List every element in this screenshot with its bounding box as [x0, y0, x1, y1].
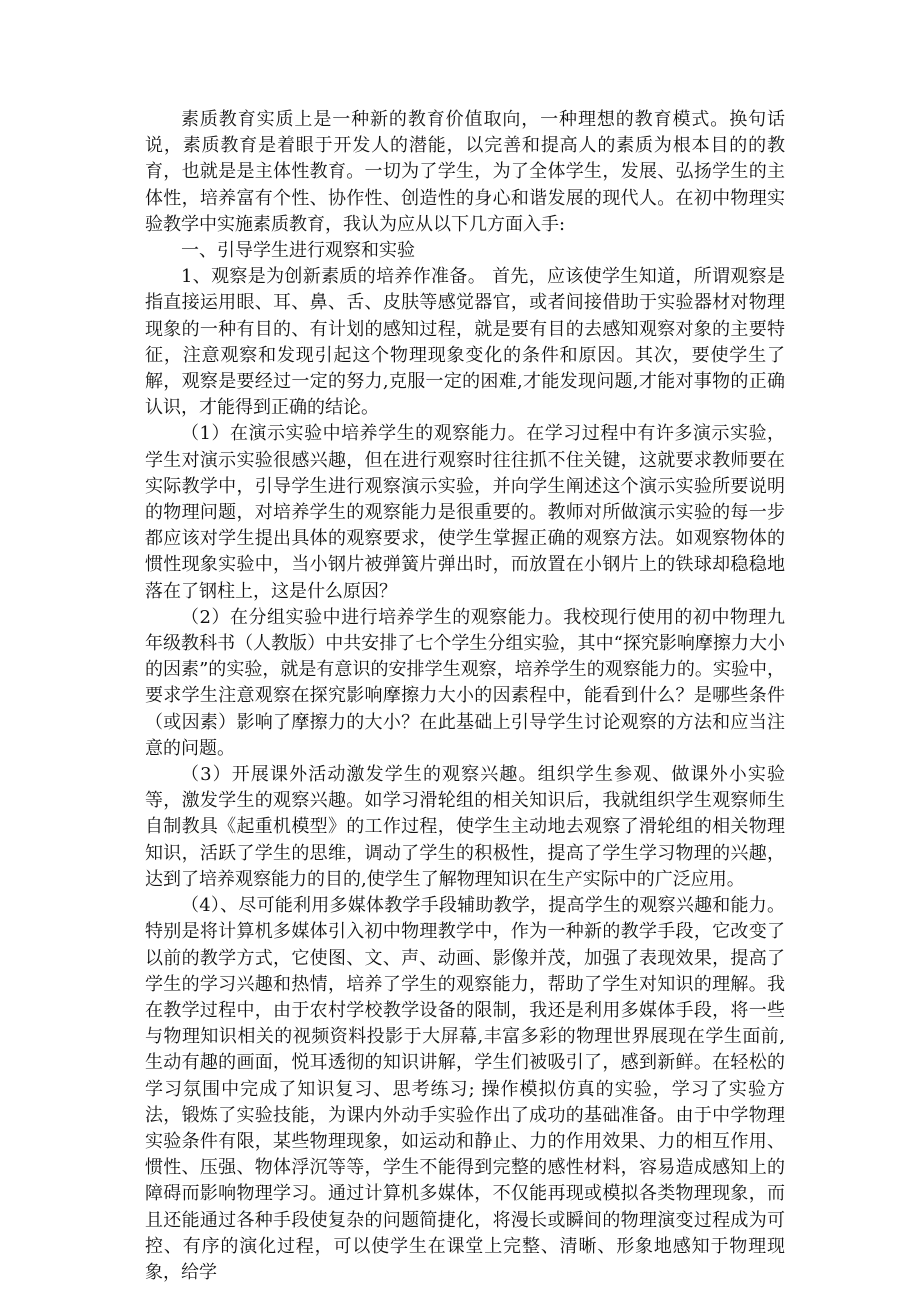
- paragraph-multimedia: （4）、尽可能利用多媒体教学手段辅助教学，提高学生的观察兴趣和能力。特别是将计算机多媒体引入初中物理教学中，作为一种新的教学手段，它改变了以前的教学方式，它使图、文、声、动画、影像并茂，加强了表现效果，提高了学生的学习兴趣和热情，培养了学生的观察能力，帮助了学生对知识的理解。我在教学过程中，由于农村学校教学设备的限制，我还是利用多媒体手段，将一些与物理知识相关的视频资料投影于大屏幕,丰富多彩的物理世界展现在学生面前,生动有趣的画面，悦耳透彻的知识讲解，学生们被吸引了，感到新鲜。在轻松的学习氛围中完成了知识复习、思考练习; 操作模拟仿真的实验，学习了实验方法，锻炼了实验技能，为课内外动手实验作出了成功的基础准备。由于中学物理实验条件有限，某些物理现象，如运动和静止、力的作用效果、力的相互作用、惯性、压强、物体浮沉等等，学生不能得到完整的感性材料，容易造成感知上的障碍而影响物理学习。通过计算机多媒体，不仅能再现或模拟各类物理现象，而且还能通过各种手段使复杂的问题简捷化，将漫长或瞬间的物理演变过程成为可控、有序的演化过程，可以使学生在课堂上完整、清晰、形象地感知于物理现象，给学: [145, 895, 785, 1283]
- paragraph-demo-experiment: （1）在演示实验中培养学生的观察能力。在学习过程中有许多演示实验，学生对演示实验很感兴趣，但在进行观察时往往抓不住关键，这就要求教师要在实际教学中，引导学生进行观察演示实验，并向学生阐述这个演示实验所要说明的物理问题，对培养学生的观察能力是很重要的。教师对所做演示实验的每一步都应该对学生提出具体的观察要求，使学生掌握正确的观察方法。如观察物体的惯性现象实验中，当小钢片被弹簧片弹出时，而放置在小钢片上的铁球却稳稳地落在了钢柱上，这是什么原因？: [145, 423, 785, 602]
- intro-paragraph: 素质教育实质上是一种新的教育价值取向，一种理想的教育模式。换句话说，素质教育是着眼于开发人的潜能，以完善和提高人的素质为根本目的的教育，也就是是主体性教育。一切为了学生，为了全体学生，发展、弘扬学生的主体性，培养富有个性、协作性、创造性的身心和谐发展的现代人。在初中物理实验教学中实施素质教育，我认为应从以下几方面入手:: [145, 109, 785, 235]
- paragraph-extracurricular: （3）开展课外活动激发学生的观察兴趣。组织学生参观、做课外小实验等，激发学生的观察兴趣。如学习滑轮组的相关知识后，我就组织学生观察师生自制教具《起重机模型》的工作过程，使学生主动地去观察了滑轮组的相关物理知识，活跃了学生的思维，调动了学生的积极性，提高了学生学习物理的兴趣，达到了培养观察能力的目的,使学生了解物理知识在生产实际中的广泛应用。: [145, 764, 785, 890]
- section-heading: 一、引导学生进行观察和实验: [181, 240, 415, 262]
- document-body: [145, 107, 785, 1286]
- paragraph-observation: 1、观察是为创新素质的培养作准备。 首先，应该使学生知道，所谓观察是指直接运用眼、耳、鼻、舌、皮肤等感觉器官，或者间接借助于实验器材对物理现象的一种有目的、有计划的感知过程，就是要有目的去感知观察对象的主要特征，注意观察和发现引起这个物理现象变化的条件和原因。其次，要使学生了解，观察是要经过一定的努力,克服一定的困难,才能发现问题,才能对事物的正确认识，才能得到正确的结论。: [145, 266, 785, 419]
- paragraph-group-experiment: （2）在分组实验中进行培养学生的观察能力。我校现行使用的初中物理九年级教科书（人教版）中共安排了七个学生分组实验，其中“探究影响摩擦力大小的因素”的实验，就是有意识的安排学生观察，培养学生的观察能力的。实验中，要求学生注意观察在探究影响摩擦力大小的因素程中，能看到什么？是哪些条件（或因素）影响了摩擦力的大小？在此基础上引导学生讨论观察的方法和应当注意的问题。: [145, 606, 785, 759]
